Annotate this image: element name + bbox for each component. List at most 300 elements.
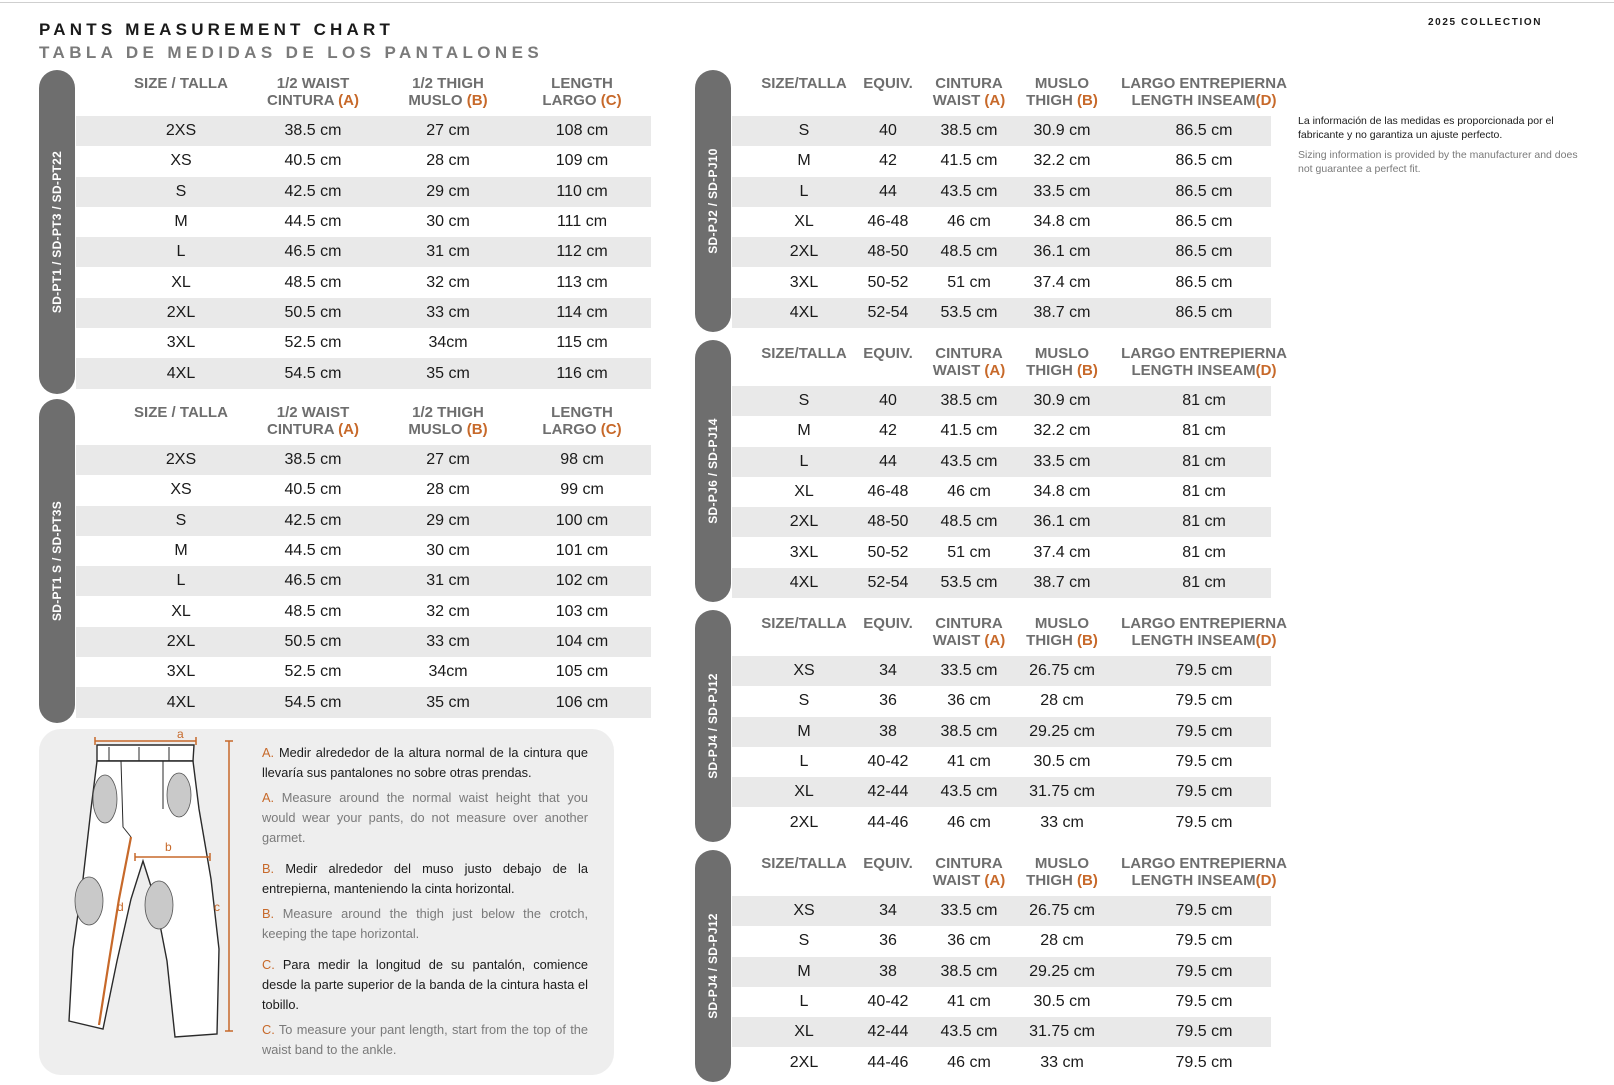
header-waist-line-1 bbox=[248, 404, 378, 421]
page-subtitle: TABLA DE MEDIDAS DE LOS PANTALONES bbox=[39, 43, 544, 62]
table-cell-waist: 38.5 cm bbox=[940, 962, 998, 980]
header-thigh-line-1 bbox=[1015, 345, 1110, 362]
header-inseam-text: LARGO ENTREPIERNA bbox=[1121, 615, 1287, 632]
table-cell-equiv: 52-54 bbox=[867, 573, 909, 591]
table-cell-inseam: 79.5 cm bbox=[1175, 662, 1233, 680]
table-cell-size: 2XL bbox=[789, 513, 819, 531]
table-cell-thigh: 34.8 cm bbox=[1033, 483, 1091, 501]
table-cell-waist: 46.5 cm bbox=[284, 243, 342, 261]
disclaimer-es: La información de las medidas es proporcionada por el fabricante y no garantiza un ajuste perfecto. bbox=[1298, 115, 1554, 141]
header-length-text: (C) bbox=[600, 421, 622, 438]
table-cell-thigh: 35 cm bbox=[426, 693, 470, 711]
table-row bbox=[732, 386, 1271, 416]
table-cell-waist: 46 cm bbox=[947, 213, 991, 231]
header-thigh bbox=[1015, 615, 1110, 649]
table-cell-thigh: 37.4 cm bbox=[1033, 543, 1091, 561]
table-cell-thigh: 31.75 cm bbox=[1029, 1023, 1095, 1041]
table-cell-thigh: 29 cm bbox=[426, 182, 470, 200]
header-size-line-1 bbox=[116, 404, 246, 421]
top-rule bbox=[0, 2, 1614, 3]
table-cell-waist: 38.5 cm bbox=[284, 451, 342, 469]
table-cell-equiv: 42 bbox=[879, 422, 897, 440]
header-size-text: SIZE/TALLA bbox=[761, 615, 847, 632]
table-row bbox=[732, 207, 1271, 237]
header-equiv bbox=[853, 855, 923, 872]
header-waist-line-2 bbox=[924, 92, 1014, 109]
table-row bbox=[76, 687, 651, 717]
header-thigh-text: MUSLO bbox=[408, 92, 463, 109]
table-cell-thigh: 30.5 cm bbox=[1033, 753, 1091, 771]
table-row bbox=[732, 987, 1271, 1017]
header-thigh-text: MUSLO bbox=[1034, 345, 1090, 362]
table-row bbox=[76, 116, 651, 146]
header-waist-text: (A) bbox=[984, 362, 1006, 379]
table-cell-length: 104 cm bbox=[555, 632, 609, 650]
header-waist-line-1 bbox=[248, 75, 378, 92]
header-thigh-text: 1/2 THIGH bbox=[412, 404, 484, 421]
header-inseam-line-1 bbox=[1114, 75, 1294, 92]
header-waist-text: (A) bbox=[338, 92, 359, 109]
header-equiv-line-1 bbox=[853, 75, 923, 92]
table-cell-size: L bbox=[799, 452, 809, 470]
header-size-line-1 bbox=[759, 75, 849, 92]
header-waist-text: CINTURA bbox=[267, 421, 334, 438]
right-size-table-2 bbox=[695, 340, 1287, 602]
table-row bbox=[76, 627, 651, 657]
header-waist-line-1 bbox=[924, 75, 1014, 92]
table-cell-equiv: 40 bbox=[879, 122, 897, 140]
instruction-c-letter-en: C. bbox=[262, 1022, 275, 1037]
header-inseam-line-2 bbox=[1114, 92, 1294, 109]
table-cell-inseam: 81 cm bbox=[1182, 452, 1226, 470]
table-cell-length: 113 cm bbox=[556, 273, 608, 291]
table-cell-size: 2XL bbox=[166, 303, 196, 321]
header-thigh bbox=[383, 404, 513, 438]
header-thigh-text: THIGH bbox=[1026, 872, 1073, 889]
table-cell-equiv: 42 bbox=[879, 152, 897, 170]
table-cell-thigh: 29.25 cm bbox=[1029, 962, 1095, 980]
table-row bbox=[732, 477, 1271, 507]
table-cell-waist: 41.5 cm bbox=[940, 422, 998, 440]
header-thigh-text: THIGH bbox=[1026, 632, 1073, 649]
table-cell-thigh: 33 cm bbox=[426, 303, 470, 321]
model-tab bbox=[695, 610, 731, 842]
header-waist bbox=[248, 404, 378, 438]
table-cell-size: 4XL bbox=[166, 364, 196, 382]
table-cell-size: M bbox=[797, 722, 811, 740]
table-cell-thigh: 28 cm bbox=[426, 152, 470, 170]
table-cell-thigh: 31 cm bbox=[426, 243, 470, 261]
table-cell-equiv: 40-42 bbox=[867, 993, 909, 1011]
table-row bbox=[732, 116, 1271, 146]
table-row bbox=[732, 656, 1271, 686]
table-cell-equiv: 42-44 bbox=[867, 1023, 909, 1041]
header-equiv-text: EQUIV. bbox=[863, 345, 913, 362]
table-cell-thigh: 36.1 cm bbox=[1033, 513, 1091, 531]
table-cell-waist: 43.5 cm bbox=[940, 452, 998, 470]
table-cell-size: M bbox=[797, 152, 811, 170]
header-inseam-text: LENGTH INSEAM bbox=[1131, 362, 1256, 379]
table-cell-waist: 51 cm bbox=[947, 543, 991, 561]
table-cell-length: 110 cm bbox=[556, 182, 608, 200]
table-cell-thigh: 32.2 cm bbox=[1033, 422, 1091, 440]
table-cell-waist: 41.5 cm bbox=[940, 152, 998, 170]
header-thigh-line-2 bbox=[1015, 92, 1110, 109]
table-cell-thigh: 33 cm bbox=[426, 632, 470, 650]
table-cell-inseam: 79.5 cm bbox=[1175, 1053, 1233, 1071]
header-waist-line-1 bbox=[924, 855, 1014, 872]
header-thigh-text: MUSLO bbox=[408, 421, 463, 438]
table-cell-equiv: 38 bbox=[879, 722, 897, 740]
instruction-a-en-text: Measure around the normal waist height that you would wear your pants, do not measure over another garmet. bbox=[262, 790, 588, 845]
table-cell-thigh: 28 cm bbox=[1040, 932, 1084, 950]
header-inseam-text: LARGO ENTREPIERNA bbox=[1121, 345, 1287, 362]
header-size-line-1 bbox=[759, 345, 849, 362]
table-cell-thigh: 38.7 cm bbox=[1033, 573, 1091, 591]
table-cell-inseam: 86.5 cm bbox=[1175, 182, 1233, 200]
table-cell-inseam: 79.5 cm bbox=[1175, 993, 1233, 1011]
model-tab-label: SD-PJ4 / SD-PJ12 bbox=[706, 913, 720, 1019]
header-size bbox=[759, 345, 849, 362]
instruction-b-en-text: Measure around the thigh just below the crotch, keeping the tape horizontal. bbox=[262, 906, 588, 941]
table-row bbox=[732, 1017, 1271, 1047]
table-row bbox=[76, 207, 651, 237]
table-cell-size: 2XS bbox=[165, 122, 197, 140]
header-waist bbox=[924, 615, 1014, 649]
table-header bbox=[732, 850, 1287, 896]
table-cell-thigh: 32 cm bbox=[426, 273, 470, 291]
table-body bbox=[732, 386, 1271, 598]
header-length-text: LARGO bbox=[542, 421, 597, 438]
table-body bbox=[732, 656, 1271, 838]
header-waist bbox=[248, 75, 378, 109]
header-length-line-2 bbox=[517, 421, 647, 438]
table-cell-waist: 53.5 cm bbox=[940, 303, 998, 321]
instruction-a-letter-en: A. bbox=[262, 790, 275, 805]
table-cell-waist: 53.5 cm bbox=[940, 573, 998, 591]
table-body bbox=[732, 896, 1271, 1078]
header-thigh-line-2 bbox=[1015, 362, 1110, 379]
header-equiv-text: EQUIV. bbox=[863, 75, 913, 92]
table-cell-length: 114 cm bbox=[556, 303, 608, 321]
table-cell-waist: 40.5 cm bbox=[284, 152, 342, 170]
header-thigh-text: MUSLO bbox=[1034, 615, 1090, 632]
table-cell-equiv: 36 bbox=[879, 932, 897, 950]
table-cell-size: L bbox=[799, 753, 809, 771]
collection-label: 2025 COLLECTION bbox=[1428, 17, 1543, 28]
table-cell-inseam: 81 cm bbox=[1182, 573, 1226, 591]
instruction-b-en bbox=[262, 904, 588, 944]
table-cell-waist: 54.5 cm bbox=[284, 693, 342, 711]
table-cell-waist: 38.5 cm bbox=[940, 392, 998, 410]
label-a: a bbox=[177, 729, 184, 741]
table-cell-waist: 38.5 cm bbox=[940, 722, 998, 740]
header-length bbox=[517, 404, 647, 438]
table-cell-thigh: 28 cm bbox=[426, 481, 470, 499]
table-cell-size: 2XS bbox=[165, 451, 197, 469]
header-length-line-1 bbox=[517, 404, 647, 421]
table-cell-inseam: 79.5 cm bbox=[1175, 962, 1233, 980]
table-cell-inseam: 86.5 cm bbox=[1175, 303, 1233, 321]
header-waist-text: (A) bbox=[338, 421, 359, 438]
table-cell-size: 3XL bbox=[166, 334, 196, 352]
table-cell-equiv: 42-44 bbox=[867, 783, 909, 801]
header-thigh-line-1 bbox=[383, 75, 513, 92]
table-cell-waist: 33.5 cm bbox=[940, 902, 998, 920]
table-row bbox=[732, 507, 1271, 537]
table-cell-waist: 48.5 cm bbox=[284, 602, 342, 620]
guide-instructions bbox=[262, 743, 588, 1065]
table-cell-waist: 42.5 cm bbox=[284, 511, 342, 529]
model-tab-label: SD-PT1 S / SD-PT3S bbox=[50, 500, 64, 622]
table-cell-waist: 50.5 cm bbox=[284, 632, 342, 650]
table-cell-size: 4XL bbox=[789, 303, 819, 321]
table-cell-equiv: 46-48 bbox=[867, 483, 909, 501]
table-cell-equiv: 50-52 bbox=[867, 273, 909, 291]
table-row bbox=[732, 568, 1271, 598]
header-waist bbox=[924, 75, 1014, 109]
header-equiv-line-1 bbox=[853, 615, 923, 632]
table-cell-thigh: 34cm bbox=[428, 334, 468, 352]
table-header bbox=[732, 340, 1287, 386]
header-inseam bbox=[1114, 855, 1294, 889]
table-row bbox=[732, 298, 1271, 328]
instruction-c-en-text: To measure your pant length, start from the top of the waist band to the ankle. bbox=[262, 1022, 588, 1057]
table-cell-length: 108 cm bbox=[555, 122, 609, 140]
table-cell-size: S bbox=[175, 182, 187, 200]
instruction-a-en bbox=[262, 788, 588, 848]
header-size-line-1 bbox=[759, 615, 849, 632]
table-row bbox=[76, 177, 651, 207]
model-tab-label: SD-PT1 / SD-PT3 / SD-PT22 bbox=[50, 150, 64, 314]
header-length bbox=[517, 75, 647, 109]
table-body bbox=[76, 445, 651, 718]
table-cell-size: L bbox=[799, 993, 809, 1011]
instruction-a-es bbox=[262, 743, 588, 783]
table-row bbox=[732, 177, 1271, 207]
table-cell-equiv: 44 bbox=[879, 182, 897, 200]
table-body bbox=[732, 116, 1271, 328]
table-cell-equiv: 40 bbox=[879, 392, 897, 410]
table-cell-size: XL bbox=[171, 273, 191, 291]
table-cell-inseam: 81 cm bbox=[1182, 543, 1226, 561]
table-cell-inseam: 79.5 cm bbox=[1175, 783, 1233, 801]
header-inseam-line-1 bbox=[1114, 345, 1294, 362]
table-row bbox=[76, 237, 651, 267]
table-row bbox=[732, 807, 1271, 837]
header-length-line-1 bbox=[517, 75, 647, 92]
table-cell-thigh: 33.5 cm bbox=[1033, 182, 1091, 200]
table-cell-waist: 40.5 cm bbox=[284, 481, 342, 499]
header-inseam-line-1 bbox=[1114, 615, 1294, 632]
table-cell-size: XL bbox=[794, 213, 814, 231]
header-size-line-1 bbox=[759, 855, 849, 872]
header-inseam-line-1 bbox=[1114, 855, 1294, 872]
header-thigh-text: (B) bbox=[1077, 632, 1098, 649]
table-row bbox=[76, 146, 651, 176]
table-cell-inseam: 86.5 cm bbox=[1175, 213, 1233, 231]
table-cell-thigh: 26.75 cm bbox=[1029, 902, 1095, 920]
model-tab bbox=[39, 70, 75, 394]
table-cell-size: L bbox=[799, 182, 809, 200]
table-cell-waist: 48.5 cm bbox=[284, 273, 342, 291]
header-size-line-1 bbox=[116, 75, 246, 92]
header-thigh bbox=[1015, 75, 1110, 109]
table-cell-size: L bbox=[176, 243, 186, 261]
header-size-text: SIZE/TALLA bbox=[761, 345, 847, 362]
instruction-c-es-text: Para medir la longitud de su pantalón, comience desde la parte superior de la banda de la cintura hasta el tobillo. bbox=[262, 957, 588, 1012]
table-row bbox=[76, 358, 651, 388]
header-waist-text: CINTURA bbox=[935, 855, 1003, 872]
table-cell-size: XL bbox=[794, 783, 814, 801]
table-cell-size: L bbox=[176, 572, 186, 590]
header-thigh bbox=[383, 75, 513, 109]
header-thigh-text: (B) bbox=[466, 421, 488, 438]
table-cell-waist: 42.5 cm bbox=[284, 182, 342, 200]
table-cell-inseam: 81 cm bbox=[1182, 483, 1226, 501]
table-row bbox=[732, 747, 1271, 777]
label-c: c bbox=[214, 900, 220, 914]
table-cell-thigh: 27 cm bbox=[426, 122, 470, 140]
table-cell-inseam: 86.5 cm bbox=[1175, 122, 1233, 140]
table-cell-thigh: 30 cm bbox=[426, 542, 470, 560]
table-cell-equiv: 34 bbox=[879, 902, 897, 920]
table-cell-size: 2XL bbox=[789, 1053, 819, 1071]
header-inseam-line-2 bbox=[1114, 362, 1294, 379]
table-header bbox=[732, 70, 1287, 116]
header-waist-text: CINTURA bbox=[935, 75, 1003, 92]
instruction-c-es bbox=[262, 955, 588, 1015]
header-thigh bbox=[1015, 345, 1110, 379]
table-cell-size: S bbox=[798, 392, 810, 410]
page-title: PANTS MEASUREMENT CHART bbox=[39, 20, 395, 39]
header-thigh bbox=[1015, 855, 1110, 889]
model-tab-label: SD-PJ2 / SD-PJ10 bbox=[706, 148, 720, 254]
disclaimer bbox=[1298, 114, 1580, 176]
table-row bbox=[732, 416, 1271, 446]
header-length-text: (C) bbox=[600, 92, 622, 109]
header-waist bbox=[924, 855, 1014, 889]
header-inseam-text: LENGTH INSEAM bbox=[1131, 92, 1256, 109]
header-equiv-text: EQUIV. bbox=[863, 855, 913, 872]
table-cell-inseam: 86.5 cm bbox=[1175, 152, 1233, 170]
header-size bbox=[759, 615, 849, 632]
instruction-b-es-text: Medir alrededor del muso justo debajo de la entrepierna, manteniendo la cinta horizontal. bbox=[262, 861, 588, 896]
table-cell-waist: 43.5 cm bbox=[940, 182, 998, 200]
table-cell-thigh: 29 cm bbox=[426, 511, 470, 529]
header-size bbox=[116, 75, 246, 92]
header-equiv-line-1 bbox=[853, 345, 923, 362]
table-row bbox=[732, 146, 1271, 176]
table-cell-waist: 50.5 cm bbox=[284, 303, 342, 321]
table-cell-length: 115 cm bbox=[556, 334, 608, 352]
table-row bbox=[76, 596, 651, 626]
table-row bbox=[732, 537, 1271, 567]
table-cell-waist: 46 cm bbox=[947, 1053, 991, 1071]
table-cell-equiv: 44 bbox=[879, 452, 897, 470]
table-cell-waist: 48.5 cm bbox=[940, 243, 998, 261]
instruction-b-letter-en: B. bbox=[262, 906, 275, 921]
table-cell-size: 3XL bbox=[166, 663, 196, 681]
header-waist-text: (A) bbox=[984, 92, 1006, 109]
header-equiv bbox=[853, 75, 923, 92]
table-cell-waist: 41 cm bbox=[947, 753, 991, 771]
table-cell-thigh: 34cm bbox=[428, 663, 468, 681]
table-cell-inseam: 81 cm bbox=[1182, 422, 1226, 440]
header-inseam-text: (D) bbox=[1255, 632, 1277, 649]
table-cell-waist: 52.5 cm bbox=[284, 663, 342, 681]
header-waist-text: 1/2 WAIST bbox=[276, 404, 350, 421]
table-cell-inseam: 79.5 cm bbox=[1175, 813, 1233, 831]
table-cell-equiv: 38 bbox=[879, 962, 897, 980]
header-size-text: SIZE / TALLA bbox=[134, 404, 228, 421]
table-cell-thigh: 32 cm bbox=[426, 602, 470, 620]
table-cell-inseam: 79.5 cm bbox=[1175, 753, 1233, 771]
header-length-text: LENGTH bbox=[551, 404, 613, 421]
left-size-table-1 bbox=[39, 70, 651, 394]
header-thigh-line-1 bbox=[1015, 855, 1110, 872]
table-header bbox=[76, 399, 651, 445]
header-waist-text: WAIST bbox=[932, 632, 981, 649]
header-waist-text: (A) bbox=[984, 632, 1006, 649]
table-body bbox=[76, 116, 651, 389]
header-waist-line-2 bbox=[924, 632, 1014, 649]
left-size-table-2 bbox=[39, 399, 651, 723]
header-thigh-line-2 bbox=[1015, 632, 1110, 649]
table-cell-size: S bbox=[798, 122, 810, 140]
right-size-table-3 bbox=[695, 610, 1287, 842]
header-inseam-line-2 bbox=[1114, 872, 1294, 889]
header-inseam bbox=[1114, 345, 1294, 379]
header-inseam-text: (D) bbox=[1255, 362, 1277, 379]
header-thigh-text: THIGH bbox=[1026, 362, 1073, 379]
table-row bbox=[76, 657, 651, 687]
header-length-line-2 bbox=[517, 92, 647, 109]
table-cell-waist: 44.5 cm bbox=[284, 542, 342, 560]
header-waist-text: 1/2 WAIST bbox=[276, 75, 350, 92]
header-inseam bbox=[1114, 615, 1294, 649]
table-cell-size: 3XL bbox=[789, 543, 819, 561]
table-row bbox=[732, 1047, 1271, 1077]
pants-diagram-icon bbox=[39, 729, 269, 1075]
table-cell-size: M bbox=[174, 213, 188, 231]
model-tab bbox=[695, 850, 731, 1082]
header-waist-text: WAIST bbox=[932, 872, 981, 889]
header-equiv bbox=[853, 345, 923, 362]
table-cell-thigh: 26.75 cm bbox=[1029, 662, 1095, 680]
header-waist-line-2 bbox=[248, 92, 378, 109]
table-row bbox=[732, 926, 1271, 956]
table-cell-size: 2XL bbox=[789, 813, 819, 831]
table-cell-inseam: 81 cm bbox=[1182, 392, 1226, 410]
header-size-text: SIZE / TALLA bbox=[134, 75, 228, 92]
header-length-text: LARGO bbox=[542, 92, 597, 109]
measurement-guide bbox=[39, 729, 614, 1075]
table-cell-waist: 51 cm bbox=[947, 273, 991, 291]
table-row bbox=[732, 237, 1271, 267]
table-cell-size: 3XL bbox=[789, 273, 819, 291]
header-waist-text: WAIST bbox=[932, 362, 981, 379]
table-cell-inseam: 86.5 cm bbox=[1175, 243, 1233, 261]
table-cell-length: 112 cm bbox=[556, 243, 608, 261]
header-thigh-text: THIGH bbox=[1026, 92, 1073, 109]
table-cell-size: XS bbox=[793, 902, 815, 920]
table-cell-size: 4XL bbox=[166, 693, 196, 711]
table-row bbox=[76, 536, 651, 566]
table-cell-length: 102 cm bbox=[555, 572, 609, 590]
header-length-text: LENGTH bbox=[551, 75, 613, 92]
table-cell-inseam: 79.5 cm bbox=[1175, 902, 1233, 920]
